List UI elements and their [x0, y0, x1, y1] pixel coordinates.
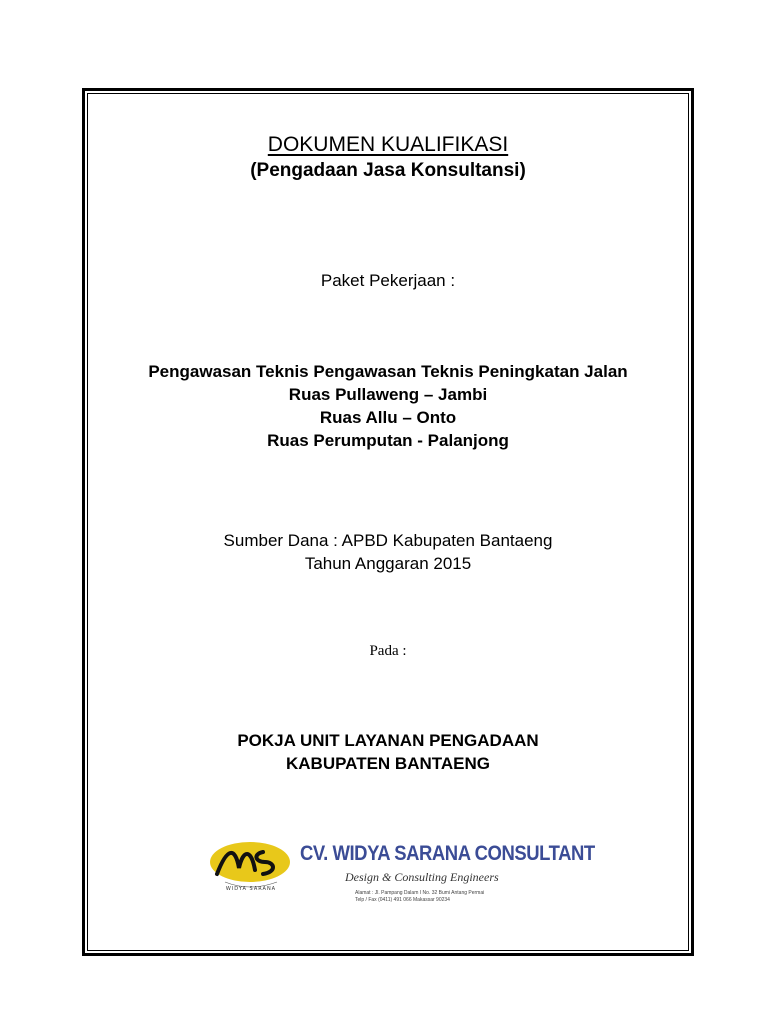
company-tagline: Design & Consulting Engineers — [345, 870, 499, 884]
funding-source: Sumber Dana : APBD Kabupaten Bantaeng — [223, 531, 553, 550]
work-line: Pengawasan Teknis Pengawasan Teknis Peningkatan Jalan — [148, 362, 628, 381]
document-title: DOKUMEN KUALIFIKASI — [267, 133, 509, 156]
company-logo-mark — [205, 838, 295, 893]
work-line: Ruas Perumputan - Palanjong — [267, 431, 509, 450]
organizer-line: POKJA UNIT LAYANAN PENGADAAN — [237, 731, 539, 750]
company-name: CV. WIDYA SARANA CONSULTANT — [300, 842, 595, 865]
organizer-line: KABUPATEN BANTAENG — [286, 754, 490, 773]
svg-text:WIDYA SARANA: WIDYA SARANA — [225, 886, 277, 892]
company-logo — [205, 838, 595, 910]
page-border-inner — [87, 93, 689, 951]
work-package — [82, 360, 694, 452]
funding-block — [82, 529, 694, 575]
work-line: Ruas Pullaweng – Jambi — [288, 385, 488, 404]
address-line: Alamat : Jl. Pampang Dalam I No. 32 Bumi Antang Permai — [355, 890, 485, 896]
company-address — [355, 890, 484, 904]
organizer-block — [82, 729, 694, 775]
paket-label: Paket Pekerjaan : — [320, 271, 456, 290]
work-line: Ruas Allu – Onto — [319, 408, 457, 427]
fiscal-year: Tahun Anggaran 2015 — [304, 554, 472, 573]
pada-label: Pada : — [369, 643, 407, 659]
document-subtitle: (Pengadaan Jasa Konsultansi) — [250, 160, 526, 181]
address-line: Telp / Fax (0411) 491 066 Makassar 90234 — [355, 897, 450, 903]
